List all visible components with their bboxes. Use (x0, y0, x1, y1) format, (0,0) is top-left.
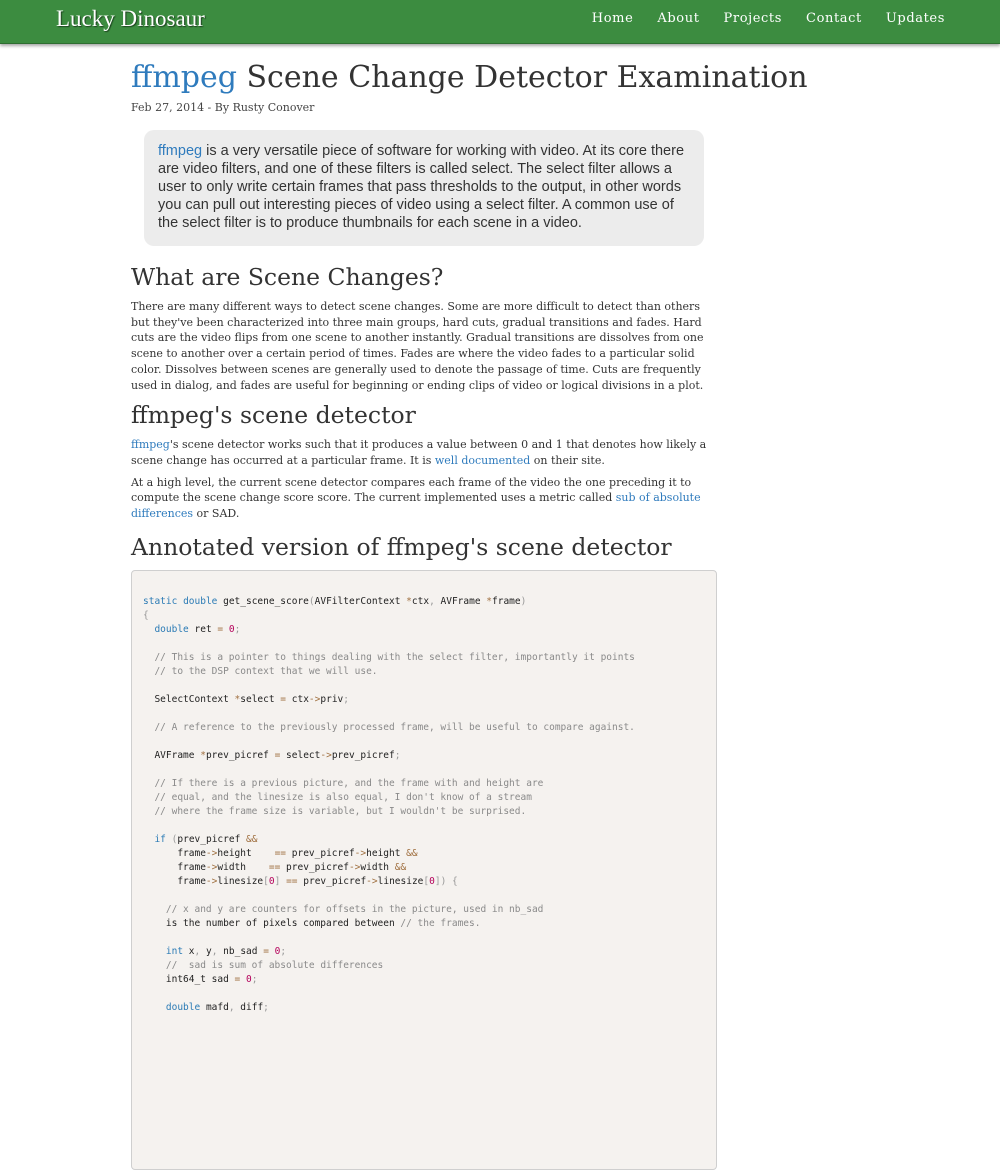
code-block: static double get_scene_score(AVFilterContext *ctx, AVFrame *frame) { double ret = 0; // This is a pointer to things dealing with the select filter, importantly it points // to the DSP context that we will use. SelectContext *select = ctx->priv; // A reference to the previously processed frame, will be useful to compare against. AVFrame *prev_picref = select->prev_picref; // If there is a previous picture, and the frame with and height are // equal, and the linesize is also equal, I don't know of a stream // where the frame size is variable, but I wouldn't be surprised. if (prev_picref && frame->height == prev_picref->height && frame->width == prev_picref->width && frame->linesize[0] == prev_picref->linesize[0]) { // x and y are counters for offsets in the picture, used in nb_sad is the number of pixels compared between // the frames. int x, y, nb_sad = 0; // sad is sum of absolute differences int64_t sad = 0; double mafd, diff; (131, 570, 717, 1170)
section-heading-scene-changes: What are Scene Changes? (131, 263, 444, 291)
article (131, 58, 808, 1170)
nav-contact-link[interactable]: Contact (806, 11, 862, 26)
nav-updates-link[interactable]: Updates (885, 11, 945, 26)
paragraph-text: 's scene detector works such that it produces a value between 0 and 1 that denotes how likely a scene change has occurred at a particular frame. It is (131, 438, 707, 467)
section-heading-scene-detector: ffmpeg's scene detector (131, 401, 416, 430)
paragraph-text: or SAD. (193, 507, 240, 521)
page-title (131, 58, 808, 98)
intro-ffmpeg-link[interactable]: ffmpeg (158, 143, 203, 159)
title-ffmpeg-link[interactable]: ffmpeg (131, 60, 237, 95)
ffmpeg-link[interactable]: ffmpeg (131, 438, 170, 452)
paragraph-text: At a high level, the current scene detector compares each frame of the video the one preceding it to compute the scene change score score. The current implemented uses a metric called (131, 475, 692, 505)
scene-detector-paragraph-2 (131, 475, 721, 522)
sad-link[interactable]: sub of absolute differences (131, 491, 701, 521)
nav-menu (568, 11, 945, 26)
nav-projects-link[interactable]: Projects (723, 11, 783, 26)
intro-text: is a very versatile piece of software for working with video. At its core there are video filters, and one of these filters is called select. The select filter allows a user to only write certain frames that pass thresholds to the output, in other words you can pull out interesting pieces of video using a select filter. A common use of the select filter is to produce thumbnails for each scene in a video. (158, 143, 685, 231)
navbar (0, 0, 1000, 44)
intro-callout (144, 130, 704, 246)
well-documented-link[interactable]: well documented (434, 453, 531, 467)
title-text: Scene Change Detector Examination (236, 60, 808, 95)
nav-about-link[interactable]: About (657, 11, 700, 26)
section-paragraph-scene-changes: There are many different ways to detect scene changes. Some are more difficult to detect than others but they've been characterized into three main groups, hard cuts, gradual transitions and fades. Hard cuts are the video flips from one scene to another instantly. Gradual transitions are dissolves from one scene to another over a certain period of times. Fades are where the video fades to a particular solid color. Dissolves between scenes are generally used to denote the passage of time. Cuts are frequently used in dialog, and fades are useful for beginning or ending clips of video or logical divisions in a plot. (131, 300, 704, 392)
nav-home-link[interactable]: Home (591, 11, 634, 26)
scene-detector-paragraph-1 (131, 437, 721, 468)
paragraph-text: on their site. (530, 453, 605, 467)
byline: Feb 27, 2014 - By Rusty Conover (131, 101, 315, 114)
section-heading-annotated: Annotated version of ffmpeg's scene detector (131, 532, 672, 561)
brand-logo-link[interactable]: Lucky Dinosaur (56, 6, 205, 31)
